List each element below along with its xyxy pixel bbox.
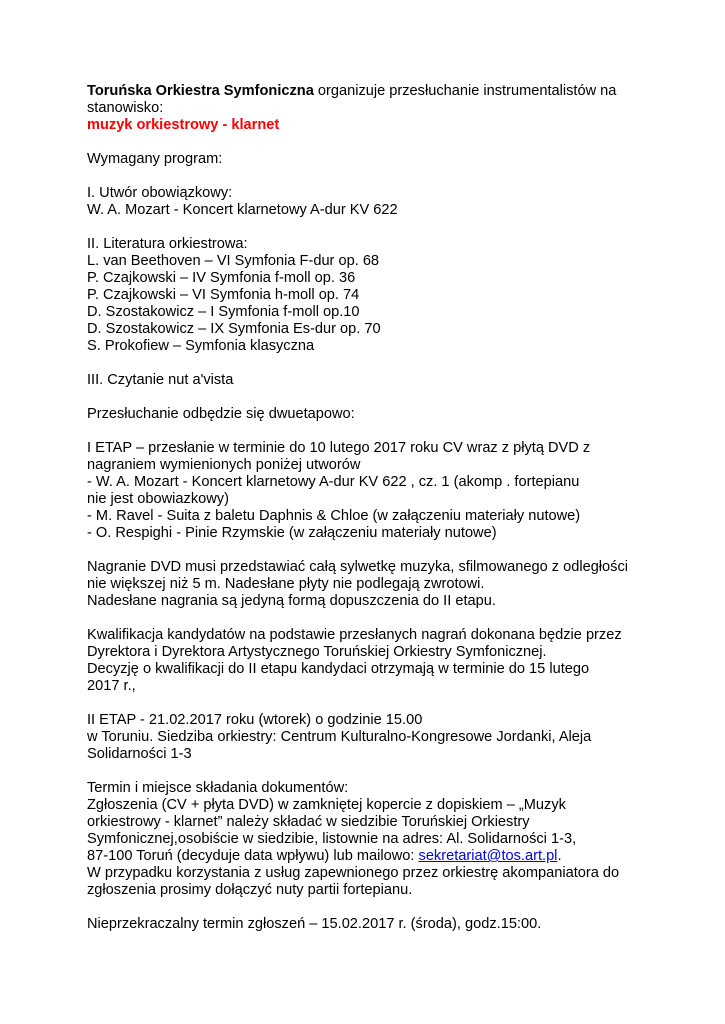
intro-line-1 [87,83,647,100]
section-2-item: P. Czajkowski – IV Symfonia f-moll op. 36 [87,270,356,286]
email-link[interactable]: sekretariat@tos.art.pl [418,848,558,864]
section-2-item: D. Szostakowicz – IX Symfonia Es-dur op. 70 [87,321,381,337]
documents-line: Symfonicznej,osobiście w siedzibie, listownie na adres: Al. Solidarności 1-3, [87,831,577,847]
documents-email-line [87,848,647,865]
program-heading: Wymagany program: [87,151,223,167]
email-prefix: 87-100 Toruń (decyduje data wpływu) lub mailowo: [87,848,419,864]
section-1-title: I. Utwór obowiązkowy: [87,185,233,201]
email-suffix: . [557,848,562,864]
etap2-line: w Toruniu. Siedziba orkiestry: Centrum Kulturalno-Kongresowe Jordanki, Aleja [87,729,592,745]
dvd-line: Nagranie DVD musi przedstawiać całą sylwetkę muzyka, sfilmowanego z odległości [87,559,629,575]
qualification-line: 2017 r., [87,678,136,694]
document-page [87,83,647,933]
deadline: Nieprzekraczalny termin zgłoszeń – 15.02.2017 r. (środa), godz.15:00. [87,916,542,932]
documents-line: W przypadku korzystania z usług zapewnionego przez orkiestrę akompaniatora do [87,865,620,881]
etap2-line: II ETAP - 21.02.2017 roku (wtorek) o godzinie 15.00 [87,712,423,728]
etap1-line: - M. Ravel - Suita z baletu Daphnis & Chloe (w załączeniu materiały nutowe) [87,508,581,524]
section-3-title: III. Czytanie nut a'vista [87,372,234,388]
documents-line: Termin i miejsce składania dokumentów: [87,780,349,796]
org-name: Toruńska Orkiestra Symfoniczna [87,83,314,99]
section-1-item: W. A. Mozart - Koncert klarnetowy A-dur KV 622 [87,202,398,218]
section-2-item: P. Czajkowski – VI Symfonia h-moll op. 74 [87,287,360,303]
section-2-item: D. Szostakowicz – I Symfonia f-moll op.10 [87,304,360,320]
documents-line: zgłoszenia prosimy dołączyć nuty partii fortepianu. [87,882,413,898]
etap1-line: - W. A. Mozart - Koncert klarnetowy A-dur KV 622 , cz. 1 (akomp . fortepianu [87,474,580,490]
intro-text: organizuje przesłuchanie instrumentalistów na [313,83,617,99]
stages-intro: Przesłuchanie odbędzie się dwuetapowo: [87,406,355,422]
etap2-line: Solidarności 1-3 [87,746,192,762]
qualification-line: Decyzję o kwalifikacji do II etapu kandydaci otrzymają w terminie do 15 lutego [87,661,590,677]
section-2-title: II. Literatura orkiestrowa: [87,236,248,252]
section-2-item: L. van Beethoven – VI Symfonia F-dur op. 68 [87,253,380,269]
documents-line: Zgłoszenia (CV + płyta DVD) w zamkniętej kopercie z dopiskiem – „Muzyk [87,797,566,813]
dvd-line: nie większej niż 5 m. Nadesłane płyty nie podlegają zwrotowi. [87,576,485,592]
position-title: muzyk orkiestrowy - klarnet [87,117,280,133]
etap1-line: nagraniem wymienionych poniżej utworów [87,457,361,473]
etap1-line: nie jest obowiazkowy) [87,491,229,507]
etap1-line: - O. Respighi - Pinie Rzymskie (w załączeniu materiały nutowe) [87,525,497,541]
qualification-line: Dyrektora i Dyrektora Artystycznego Toruńskiej Orkiestry Symfonicznej. [87,644,547,660]
dvd-line: Nadesłane nagrania są jedyną formą dopuszczenia do II etapu. [87,593,496,609]
documents-line: orkiestrowy - klarnet” należy składać w siedzibie Toruńskiej Orkiestry [87,814,530,830]
qualification-line: Kwalifikacja kandydatów na podstawie przesłanych nagrań dokonana będzie przez [87,627,622,643]
etap1-line: I ETAP – przesłanie w terminie do 10 lutego 2017 roku CV wraz z płytą DVD z [87,440,591,456]
intro-line-2: stanowisko: [87,100,164,116]
section-2-item: S. Prokofiew – Symfonia klasyczna [87,338,315,354]
